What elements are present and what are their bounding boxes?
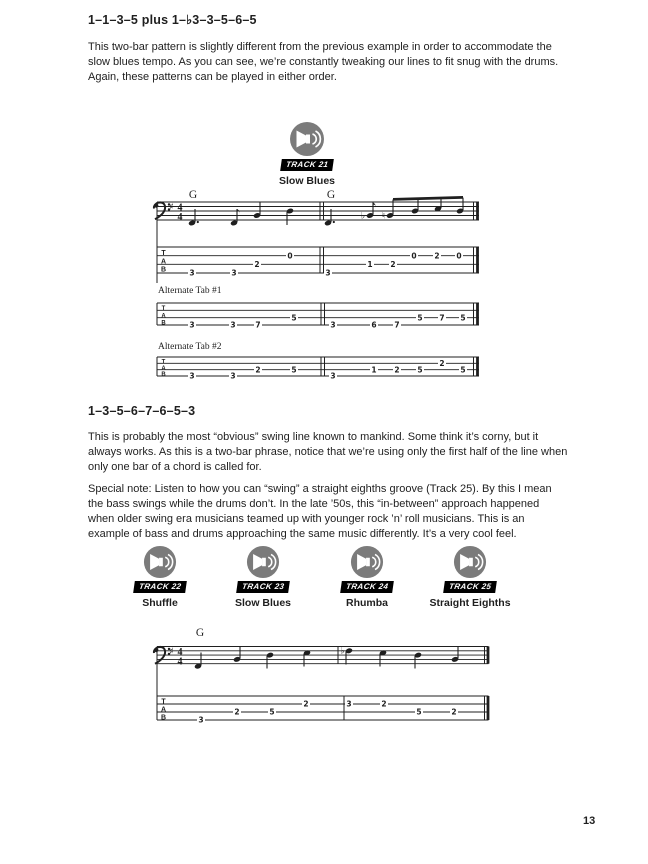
chord-symbol: G: [188, 189, 198, 201]
svg-text:T: T: [161, 698, 166, 706]
track-style-caption: Shuffle: [142, 597, 178, 609]
notation-system-2: [150, 625, 495, 725]
track-25-block: [422, 545, 518, 609]
tab-fret-numbers: [188, 313, 467, 330]
svg-text:3: 3: [230, 371, 236, 381]
track-style-caption: Slow Blues: [278, 175, 335, 187]
svg-text:0: 0: [456, 251, 462, 261]
page-number: 13: [583, 815, 596, 827]
svg-text:3: 3: [189, 371, 195, 381]
svg-text:3: 3: [346, 699, 352, 709]
svg-text:3: 3: [330, 320, 336, 330]
speaker-icon: [453, 545, 487, 579]
time-signature-top: 4: [177, 646, 183, 658]
speaker-icon: [289, 121, 325, 157]
svg-text:5: 5: [417, 365, 423, 375]
svg-text:2: 2: [234, 707, 240, 717]
svg-text:2: 2: [434, 251, 440, 261]
time-signature-bottom: 4: [177, 211, 183, 223]
svg-text:2: 2: [255, 365, 261, 375]
svg-text:7: 7: [255, 320, 261, 330]
svg-text:T: T: [161, 359, 166, 366]
svg-text:2: 2: [303, 699, 309, 709]
time-signature-bottom: 4: [177, 656, 183, 668]
svg-text:7: 7: [394, 320, 400, 330]
bass-staff: [157, 202, 479, 283]
chord-symbol: G: [326, 189, 336, 201]
key-signature-sharp: ♯: [169, 202, 174, 213]
tab-clef-t: T: [161, 250, 166, 257]
svg-text:B: B: [161, 320, 166, 327]
speaker-icon: [350, 545, 384, 579]
svg-text:5: 5: [269, 707, 275, 717]
svg-text:3: 3: [230, 320, 236, 330]
flat-accidental: ♭: [360, 211, 366, 222]
notes-bar-2: [340, 647, 459, 669]
svg-text:5: 5: [291, 313, 297, 323]
svg-text:B: B: [161, 372, 166, 379]
svg-text:1: 1: [371, 365, 377, 375]
track-24-block: [319, 545, 415, 609]
tab-clef-a: A: [160, 258, 167, 266]
svg-text:2: 2: [390, 260, 396, 269]
time-signature-top: 4: [177, 202, 183, 214]
track-badge: TRACK 22: [133, 581, 187, 593]
track-style-caption: Straight Eighths: [429, 597, 511, 609]
tab-clef-b: B: [160, 266, 167, 274]
track-23-block: [215, 545, 311, 609]
svg-text:5: 5: [460, 365, 466, 375]
svg-text:A: A: [161, 313, 166, 320]
svg-text:B: B: [160, 714, 167, 722]
svg-text:0: 0: [411, 251, 417, 261]
section2-paragraph-1: This is probably the most “obvious” swing line known to mankind. Some think it’s corny, but it always works. As this is a two-bar phrase, notice that we’re using only the first half of the line when only one bar of a chord is called for.: [88, 431, 568, 473]
svg-text:2: 2: [254, 260, 260, 269]
section1-heading: 1–1–3–5 plus 1–♭3–3–5–6–5: [88, 13, 257, 27]
key-signature-sharp: ♯: [169, 647, 174, 657]
tab-staff-alt1: [157, 303, 479, 330]
svg-text:5: 5: [416, 707, 422, 717]
svg-text:A: A: [160, 706, 167, 714]
track-style-caption: Rhumba: [346, 597, 388, 609]
track-badge: TRACK 25: [443, 581, 497, 593]
track-21-block: [259, 121, 355, 187]
svg-text:5: 5: [291, 365, 297, 375]
bass-staff: [157, 647, 489, 721]
svg-text:5: 5: [417, 313, 423, 323]
track-badge: TRACK 21: [280, 159, 334, 171]
track-style-caption: Slow Blues: [234, 597, 291, 609]
notation-system-1: [150, 185, 490, 385]
svg-text:0: 0: [287, 251, 293, 261]
beam: [393, 196, 463, 201]
alt-tab-2-label: Alternate Tab #2: [158, 342, 222, 352]
natural-accidental: ♮: [381, 211, 386, 222]
tab-staff-main: [157, 247, 479, 278]
svg-text:A: A: [161, 365, 166, 372]
svg-text:3: 3: [330, 371, 336, 381]
notes-bar-1: [194, 647, 311, 670]
track-22-block: [112, 545, 208, 609]
svg-text:T: T: [161, 306, 166, 312]
chord-symbol: G: [195, 627, 205, 639]
alt-tab-1-label: Alternate Tab #1: [158, 286, 222, 296]
svg-text:2: 2: [381, 699, 387, 709]
flat-accidental: ♭: [340, 646, 345, 657]
svg-text:3: 3: [198, 715, 204, 725]
svg-text:2: 2: [394, 365, 400, 375]
svg-text:5: 5: [460, 313, 466, 323]
svg-text:7: 7: [439, 313, 445, 323]
track-badge: TRACK 23: [236, 581, 290, 593]
svg-text:3: 3: [189, 268, 195, 278]
svg-text:3: 3: [325, 268, 331, 278]
track-badge: TRACK 24: [340, 581, 394, 593]
svg-text:1: 1: [367, 260, 373, 269]
speaker-icon: [143, 545, 177, 579]
section2-heading: 1–3–5–6–7–6–5–3: [88, 404, 196, 418]
tab-staff-main: [157, 696, 489, 725]
svg-text:2: 2: [451, 707, 457, 717]
svg-text:2: 2: [439, 359, 445, 368]
section1-paragraph: This two-bar pattern is slightly different from the previous example in order to accommodate the slow blues tempo. As you can see, we’re constantly tweaking our lines to fit snug with the drums. Again, these patterns can be played in either order.: [88, 41, 559, 83]
svg-text:3: 3: [231, 268, 237, 278]
tab-staff-alt2: [157, 357, 479, 381]
svg-text:6: 6: [371, 320, 377, 330]
speaker-icon: [246, 545, 280, 579]
section2-paragraph-2: Special note: Listen to how you can “swing” a straight eighths groove (Track 25). By this I mean the bass swings while the drums don’t. In the late ’50s, this “in-between” approach happened when older swing era musicians teamed up with younger rock ’n’ roll musicians. This is an example of bass and drums approaching the same music differently. It’s a very cool feel.: [88, 483, 552, 540]
svg-text:3: 3: [189, 320, 195, 330]
